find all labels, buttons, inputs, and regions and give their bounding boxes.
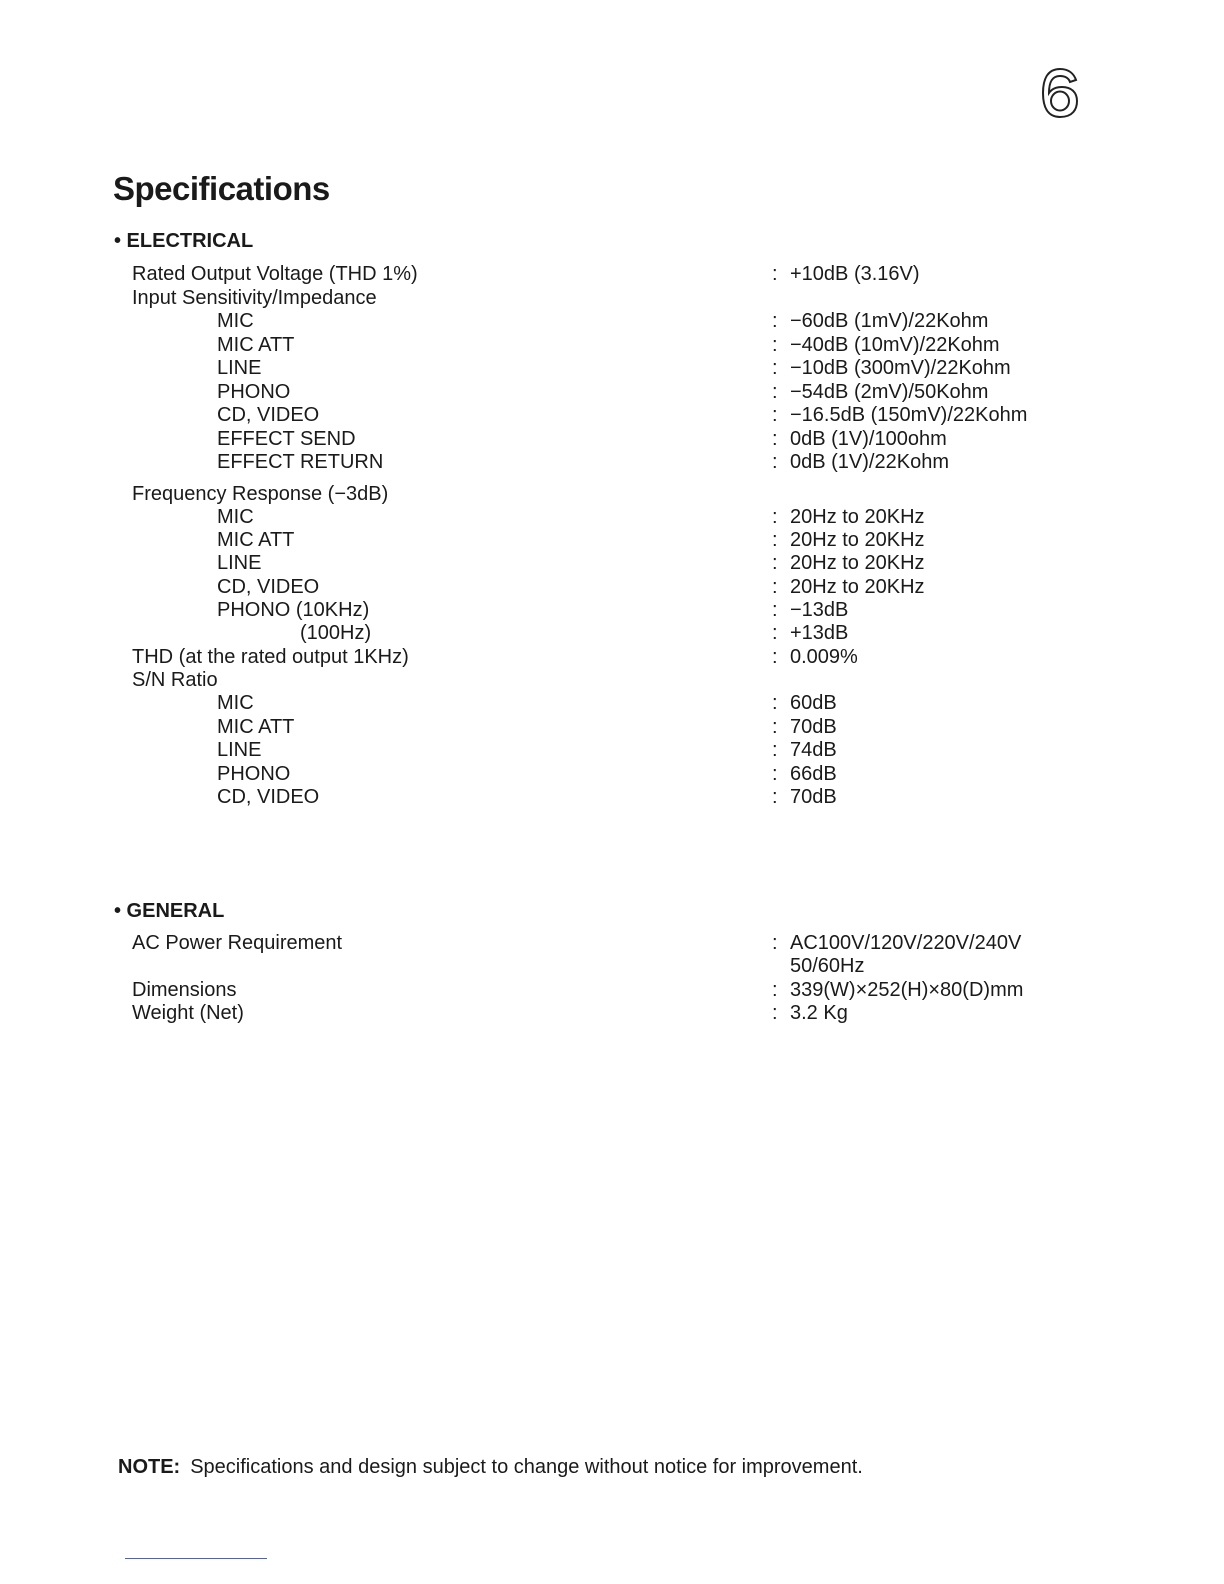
spec-label: MIC ATT [217,529,295,551]
spec-colon: : [772,786,778,808]
spec-colon: : [772,716,778,738]
spec-label: MIC [217,506,254,528]
spec-row [0,646,1224,670]
spec-label: CD, VIDEO [217,576,320,598]
spec-label: Rated Output Voltage (THD 1%) [132,263,418,285]
spec-row [0,451,1224,475]
spec-row [0,932,1224,956]
spec-label: Input Sensitivity/Impedance [132,287,377,309]
spec-row [0,357,1224,381]
spec-value: 0.009% [790,646,858,668]
spec-row [0,263,1224,287]
footnote [118,1456,863,1479]
page-number-glyph [1040,66,1080,120]
note-text: Specifications and design subject to change without notice for improvement. [190,1456,863,1478]
spec-value: 20Hz to 20KHz [790,506,925,528]
spec-label: PHONO [217,381,291,403]
spec-row [0,506,1224,530]
spec-value: 70dB [790,786,837,808]
spec-value: 66dB [790,763,837,785]
spec-row [0,310,1224,334]
spec-row [0,381,1224,405]
spec-label: PHONO [217,763,291,785]
note-label: NOTE: [118,1456,181,1478]
spec-value: 339(W)×252(H)×80(D)mm [790,979,1024,1001]
spec-value: +13dB [790,622,849,644]
spec-colon: : [772,357,778,379]
spec-colon: : [772,646,778,668]
spec-row [0,529,1224,553]
section-heading-electrical: • ELECTRICAL [114,230,254,252]
spec-row [0,622,1224,646]
spec-label: MIC ATT [217,716,295,738]
spec-value: 20Hz to 20KHz [790,576,925,598]
spec-value: 20Hz to 20KHz [790,529,925,551]
spec-row [0,334,1224,358]
spec-row [0,576,1224,600]
spec-label: MIC [217,310,254,332]
spec-row [0,483,1224,507]
spec-colon: : [772,576,778,598]
spec-label: Weight (Net) [132,1002,244,1024]
spec-colon: : [772,552,778,574]
spec-value: −54dB (2mV)/50Kohm [790,381,989,403]
spec-colon: : [772,599,778,621]
spec-value: 70dB [790,716,837,738]
spec-colon: : [772,692,778,714]
spec-value: −40dB (10mV)/22Kohm [790,334,1000,356]
spec-row [0,599,1224,623]
page-number [1040,66,1080,120]
spec-row [0,979,1224,1003]
page-title: Specifications [113,170,330,207]
spec-row [0,287,1224,311]
spec-label: Frequency Response (−3dB) [132,483,389,505]
spec-row [0,716,1224,740]
spec-label: EFFECT SEND [217,428,356,450]
spec-label: LINE [217,357,262,379]
spec-value: 3.2 Kg [790,1002,848,1024]
spec-value: 74dB [790,739,837,761]
spec-value: AC100V/120V/220V/240V [790,932,1022,954]
spec-label: MIC [217,692,254,714]
spec-label: CD, VIDEO [217,404,320,426]
spec-label: THD (at the rated output 1KHz) [132,646,409,668]
spec-row [0,552,1224,576]
spec-label: MIC ATT [217,334,295,356]
spec-label: LINE [217,739,262,761]
spec-colon: : [772,404,778,426]
spec-label: Dimensions [132,979,237,1001]
spec-row [0,404,1224,428]
spec-row [0,428,1224,452]
spec-value: −16.5dB (150mV)/22Kohm [790,404,1028,426]
spec-value: 0dB (1V)/22Kohm [790,451,949,473]
spec-row [0,955,1224,979]
spec-colon: : [772,263,778,285]
spec-colon: : [772,334,778,356]
spec-colon: : [772,529,778,551]
spec-value: 60dB [790,692,837,714]
spec-colon: : [772,451,778,473]
spec-colon: : [772,739,778,761]
spec-row [0,692,1224,716]
footer-rule [125,1558,267,1559]
spec-colon: : [772,310,778,332]
spec-value: −10dB (300mV)/22Kohm [790,357,1011,379]
spec-colon: : [772,932,778,954]
spec-colon: : [772,428,778,450]
spec-row [0,1002,1224,1026]
section-heading-general: • GENERAL [114,900,225,922]
spec-colon: : [772,622,778,644]
spec-row [0,669,1224,693]
spec-colon: : [772,1002,778,1024]
spec-label: LINE [217,552,262,574]
spec-value: 0dB (1V)/100ohm [790,428,947,450]
spec-label: AC Power Requirement [132,932,343,954]
spec-value: 50/60Hz [790,955,865,977]
spec-value: 20Hz to 20KHz [790,552,925,574]
spec-value: −60dB (1mV)/22Kohm [790,310,989,332]
spec-label: EFFECT RETURN [217,451,384,473]
spec-label: (100Hz) [300,622,372,644]
spec-value: +10dB (3.16V) [790,263,920,285]
spec-value: −13dB [790,599,849,621]
spec-colon: : [772,979,778,1001]
spec-label: PHONO (10KHz) [217,599,370,621]
spec-label: S/N Ratio [132,669,218,691]
spec-row [0,763,1224,787]
spec-colon: : [772,506,778,528]
spec-colon: : [772,763,778,785]
spec-label: CD, VIDEO [217,786,320,808]
spec-row [0,739,1224,763]
spec-colon: : [772,381,778,403]
spec-row [0,786,1224,810]
